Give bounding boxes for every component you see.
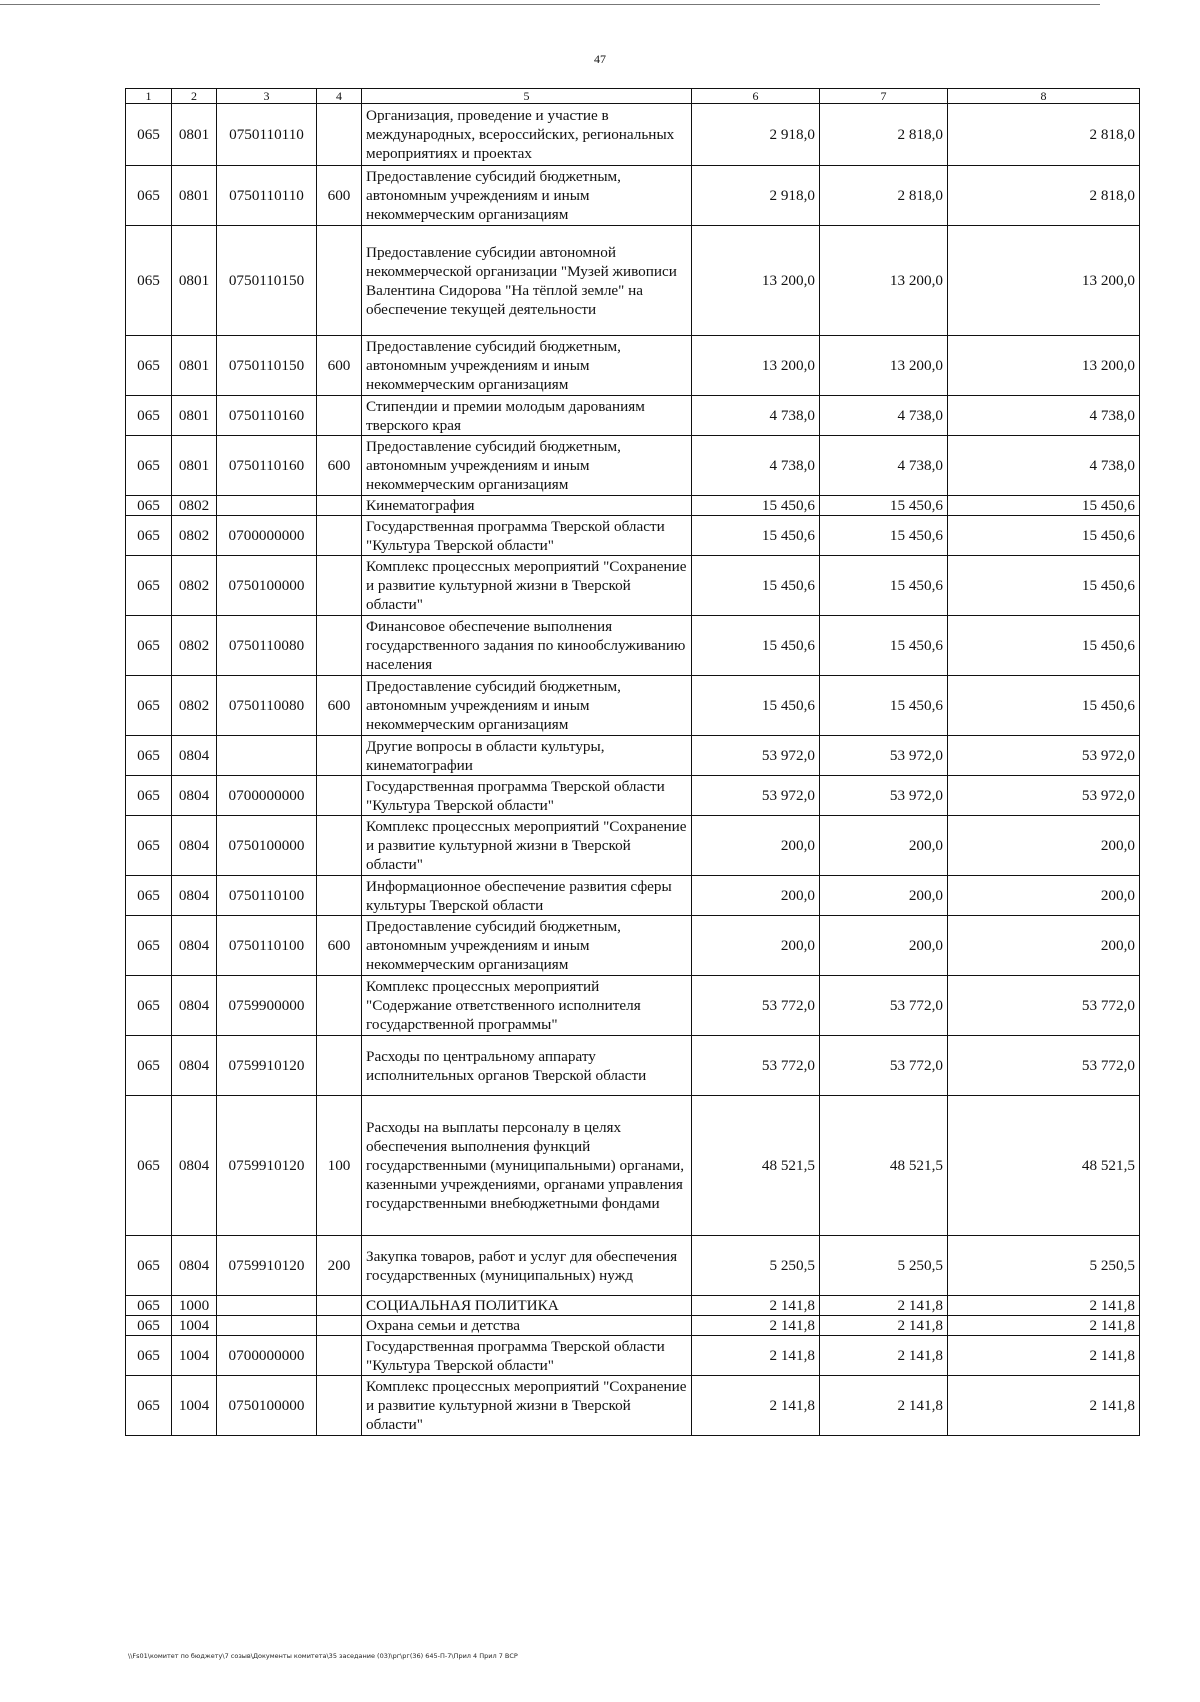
cell-ministry-code: 065 xyxy=(126,556,172,616)
cell-expense-type xyxy=(317,876,362,916)
table-row xyxy=(126,616,1140,676)
cell-amount-2: 2 818,0 xyxy=(820,166,948,226)
cell-ministry-code: 065 xyxy=(126,736,172,776)
cell-amount-2: 2 141,8 xyxy=(820,1296,948,1316)
table-row xyxy=(126,1036,1140,1096)
cell-amount-1: 2 141,8 xyxy=(692,1316,820,1336)
cell-amount-3: 2 141,8 xyxy=(948,1336,1140,1376)
cell-section-code: 1000 xyxy=(172,1296,217,1316)
cell-amount-2: 2 141,8 xyxy=(820,1316,948,1336)
cell-amount-1: 200,0 xyxy=(692,876,820,916)
cell-ministry-code: 065 xyxy=(126,496,172,516)
cell-amount-3: 200,0 xyxy=(948,876,1140,916)
cell-amount-1: 15 450,6 xyxy=(692,556,820,616)
cell-target-article: 0750110110 xyxy=(217,104,317,166)
cell-section-code: 1004 xyxy=(172,1336,217,1376)
cell-amount-2: 48 521,5 xyxy=(820,1096,948,1236)
cell-ministry-code: 065 xyxy=(126,1376,172,1436)
cell-target-article: 0700000000 xyxy=(217,776,317,816)
cell-target-article: 0750110160 xyxy=(217,436,317,496)
cell-ministry-code: 065 xyxy=(126,1336,172,1376)
cell-section-code: 0804 xyxy=(172,1036,217,1096)
table-row xyxy=(126,104,1140,166)
cell-amount-3: 200,0 xyxy=(948,916,1140,976)
table-row xyxy=(126,496,1140,516)
cell-expense-type xyxy=(317,516,362,556)
table-row xyxy=(126,1236,1140,1296)
cell-amount-2: 15 450,6 xyxy=(820,676,948,736)
cell-target-article: 0750100000 xyxy=(217,1376,317,1436)
cell-expense-type xyxy=(317,776,362,816)
cell-amount-1: 15 450,6 xyxy=(692,496,820,516)
cell-expense-type: 100 xyxy=(317,1096,362,1236)
cell-ministry-code: 065 xyxy=(126,776,172,816)
cell-amount-1: 200,0 xyxy=(692,816,820,876)
cell-amount-2: 2 818,0 xyxy=(820,104,948,166)
cell-amount-2: 15 450,6 xyxy=(820,496,948,516)
cell-amount-1: 5 250,5 xyxy=(692,1236,820,1296)
table-row xyxy=(126,516,1140,556)
cell-expense-type xyxy=(317,556,362,616)
cell-ministry-code: 065 xyxy=(126,396,172,436)
cell-amount-3: 48 521,5 xyxy=(948,1096,1140,1236)
cell-amount-1: 2 141,8 xyxy=(692,1296,820,1316)
table-row xyxy=(126,976,1140,1036)
cell-target-article: 0759910120 xyxy=(217,1236,317,1296)
cell-amount-3: 53 772,0 xyxy=(948,1036,1140,1096)
cell-expense-type xyxy=(317,496,362,516)
cell-expense-type: 600 xyxy=(317,336,362,396)
cell-amount-2: 200,0 xyxy=(820,876,948,916)
cell-amount-2: 15 450,6 xyxy=(820,516,948,556)
cell-expense-type xyxy=(317,616,362,676)
cell-description: Организация, проведение и участие в международных, всероссийских, региональных мероприятиях и проектах xyxy=(362,104,692,166)
cell-expense-type xyxy=(317,736,362,776)
cell-target-article: 0750110150 xyxy=(217,226,317,336)
table-row xyxy=(126,776,1140,816)
cell-section-code: 0804 xyxy=(172,776,217,816)
cell-ministry-code: 065 xyxy=(126,436,172,496)
cell-description: Комплекс процессных мероприятий "Сохранение и развитие культурной жизни в Тверской области" xyxy=(362,556,692,616)
cell-amount-3: 2 818,0 xyxy=(948,166,1140,226)
cell-amount-3: 13 200,0 xyxy=(948,336,1140,396)
cell-ministry-code: 065 xyxy=(126,1296,172,1316)
cell-amount-3: 4 738,0 xyxy=(948,396,1140,436)
cell-description: Комплекс процессных мероприятий "Сохранение и развитие культурной жизни в Тверской области" xyxy=(362,1376,692,1436)
cell-description: Предоставление субсидий бюджетным, автономным учреждениям и иным некоммерческим организациям xyxy=(362,166,692,226)
cell-target-article: 0750110080 xyxy=(217,616,317,676)
cell-ministry-code: 065 xyxy=(126,336,172,396)
cell-amount-2: 4 738,0 xyxy=(820,436,948,496)
cell-expense-type: 600 xyxy=(317,436,362,496)
cell-description: Государственная программа Тверской области "Культура Тверской области" xyxy=(362,516,692,556)
cell-expense-type xyxy=(317,976,362,1036)
cell-amount-3: 53 772,0 xyxy=(948,976,1140,1036)
cell-amount-3: 53 972,0 xyxy=(948,776,1140,816)
cell-target-article: 0759910120 xyxy=(217,1036,317,1096)
table-row xyxy=(126,816,1140,876)
cell-expense-type: 200 xyxy=(317,1236,362,1296)
cell-amount-3: 15 450,6 xyxy=(948,516,1140,556)
cell-section-code: 0802 xyxy=(172,676,217,736)
cell-amount-2: 2 141,8 xyxy=(820,1336,948,1376)
table-row xyxy=(126,336,1140,396)
table-row xyxy=(126,876,1140,916)
cell-amount-1: 2 141,8 xyxy=(692,1336,820,1376)
cell-expense-type: 600 xyxy=(317,916,362,976)
column-number-row xyxy=(126,89,1140,104)
cell-expense-type xyxy=(317,816,362,876)
cell-target-article: 0759910120 xyxy=(217,1096,317,1236)
header-col-5: 5 xyxy=(362,89,692,104)
cell-amount-2: 4 738,0 xyxy=(820,396,948,436)
table-row xyxy=(126,1296,1140,1316)
cell-section-code: 1004 xyxy=(172,1376,217,1436)
cell-amount-3: 2 141,8 xyxy=(948,1296,1140,1316)
cell-amount-1: 53 972,0 xyxy=(692,776,820,816)
header-col-3: 3 xyxy=(217,89,317,104)
table-row xyxy=(126,1096,1140,1236)
cell-amount-1: 4 738,0 xyxy=(692,436,820,496)
cell-amount-1: 53 972,0 xyxy=(692,736,820,776)
cell-section-code: 0802 xyxy=(172,616,217,676)
cell-amount-3: 15 450,6 xyxy=(948,616,1140,676)
cell-section-code: 0802 xyxy=(172,496,217,516)
header-col-4: 4 xyxy=(317,89,362,104)
cell-amount-3: 15 450,6 xyxy=(948,676,1140,736)
cell-amount-3: 200,0 xyxy=(948,816,1140,876)
cell-target-article xyxy=(217,1316,317,1336)
cell-expense-type xyxy=(317,1316,362,1336)
cell-amount-1: 53 772,0 xyxy=(692,976,820,1036)
cell-description: СОЦИАЛЬНАЯ ПОЛИТИКА xyxy=(362,1296,692,1316)
cell-section-code: 0804 xyxy=(172,976,217,1036)
cell-amount-3: 5 250,5 xyxy=(948,1236,1140,1296)
cell-ministry-code: 065 xyxy=(126,104,172,166)
cell-amount-3: 15 450,6 xyxy=(948,496,1140,516)
table-row xyxy=(126,436,1140,496)
cell-section-code: 0804 xyxy=(172,736,217,776)
cell-target-article: 0700000000 xyxy=(217,516,317,556)
cell-amount-2: 13 200,0 xyxy=(820,336,948,396)
table-row xyxy=(126,396,1140,436)
table-row xyxy=(126,676,1140,736)
cell-ministry-code: 065 xyxy=(126,226,172,336)
cell-amount-1: 48 521,5 xyxy=(692,1096,820,1236)
table-row xyxy=(126,166,1140,226)
cell-target-article: 0700000000 xyxy=(217,1336,317,1376)
cell-description: Предоставление субсидии автономной некоммерческой организации "Музей живописи Валентина Сидорова "На тёплой земле" на обеспечение текущей деятельности xyxy=(362,226,692,336)
cell-amount-1: 4 738,0 xyxy=(692,396,820,436)
cell-amount-2: 53 972,0 xyxy=(820,736,948,776)
cell-description: Кинематография xyxy=(362,496,692,516)
cell-section-code: 0804 xyxy=(172,816,217,876)
table-row xyxy=(126,1316,1140,1336)
cell-amount-3: 2 818,0 xyxy=(948,104,1140,166)
cell-amount-2: 5 250,5 xyxy=(820,1236,948,1296)
cell-description: Государственная программа Тверской области "Культура Тверской области" xyxy=(362,1336,692,1376)
cell-amount-2: 53 772,0 xyxy=(820,1036,948,1096)
cell-expense-type: 600 xyxy=(317,166,362,226)
cell-expense-type xyxy=(317,1296,362,1316)
cell-description: Комплекс процессных мероприятий "Содержание ответственного исполнителя государственной программы" xyxy=(362,976,692,1036)
cell-expense-type xyxy=(317,104,362,166)
cell-amount-3: 13 200,0 xyxy=(948,226,1140,336)
cell-section-code: 0801 xyxy=(172,104,217,166)
cell-ministry-code: 065 xyxy=(126,1036,172,1096)
cell-section-code: 0804 xyxy=(172,876,217,916)
header-col-2: 2 xyxy=(172,89,217,104)
cell-amount-1: 13 200,0 xyxy=(692,336,820,396)
header-col-7: 7 xyxy=(820,89,948,104)
cell-expense-type xyxy=(317,1036,362,1096)
footer-file-path: \\Fs01\комитет по бюджету\7 созыв\Документы комитета\35 заседание (03)\рг\рг(36) 645-П-7\Прил 4 Прил 7 ВСР xyxy=(128,1652,518,1660)
cell-amount-1: 15 450,6 xyxy=(692,516,820,556)
table-row xyxy=(126,1376,1140,1436)
cell-description: Расходы по центральному аппарату исполнительных органов Тверской области xyxy=(362,1036,692,1096)
cell-expense-type xyxy=(317,1376,362,1436)
cell-description: Информационное обеспечение развития сферы культуры Тверской области xyxy=(362,876,692,916)
header-col-1: 1 xyxy=(126,89,172,104)
cell-section-code: 0801 xyxy=(172,396,217,436)
cell-section-code: 0801 xyxy=(172,226,217,336)
cell-amount-1: 2 918,0 xyxy=(692,166,820,226)
cell-amount-2: 13 200,0 xyxy=(820,226,948,336)
cell-amount-3: 4 738,0 xyxy=(948,436,1140,496)
cell-section-code: 0801 xyxy=(172,336,217,396)
cell-section-code: 0801 xyxy=(172,436,217,496)
cell-target-article: 0750110100 xyxy=(217,876,317,916)
table-row xyxy=(126,556,1140,616)
cell-section-code: 0802 xyxy=(172,556,217,616)
cell-ministry-code: 065 xyxy=(126,516,172,556)
table-row xyxy=(126,736,1140,776)
cell-description: Комплекс процессных мероприятий "Сохранение и развитие культурной жизни в Тверской области" xyxy=(362,816,692,876)
cell-amount-2: 2 141,8 xyxy=(820,1376,948,1436)
cell-expense-type: 600 xyxy=(317,676,362,736)
cell-description: Охрана семьи и детства xyxy=(362,1316,692,1336)
table-row xyxy=(126,226,1140,336)
cell-amount-1: 2 918,0 xyxy=(692,104,820,166)
header-col-8: 8 xyxy=(948,89,1140,104)
cell-target-article xyxy=(217,496,317,516)
cell-target-article xyxy=(217,736,317,776)
cell-ministry-code: 065 xyxy=(126,1096,172,1236)
cell-description: Расходы на выплаты персоналу в целях обеспечения выполнения функций государственными (муниципальными) органами, казенными учреждениями, органами управления государственными внебюджетными фондами xyxy=(362,1096,692,1236)
cell-amount-2: 15 450,6 xyxy=(820,556,948,616)
cell-amount-1: 13 200,0 xyxy=(692,226,820,336)
cell-description: Предоставление субсидий бюджетным, автономным учреждениям и иным некоммерческим организациям xyxy=(362,436,692,496)
cell-amount-3: 2 141,8 xyxy=(948,1316,1140,1336)
cell-expense-type xyxy=(317,1336,362,1376)
cell-target-article: 0750110110 xyxy=(217,166,317,226)
header-col-6: 6 xyxy=(692,89,820,104)
cell-description: Предоставление субсидий бюджетным, автономным учреждениям и иным некоммерческим организациям xyxy=(362,916,692,976)
page-number: 47 xyxy=(594,52,606,66)
cell-ministry-code: 065 xyxy=(126,876,172,916)
cell-amount-2: 53 972,0 xyxy=(820,776,948,816)
cell-ministry-code: 065 xyxy=(126,676,172,736)
cell-amount-1: 15 450,6 xyxy=(692,676,820,736)
cell-description: Государственная программа Тверской области "Культура Тверской области" xyxy=(362,776,692,816)
cell-ministry-code: 065 xyxy=(126,816,172,876)
cell-amount-2: 15 450,6 xyxy=(820,616,948,676)
cell-section-code: 1004 xyxy=(172,1316,217,1336)
cell-amount-2: 200,0 xyxy=(820,916,948,976)
cell-description: Другие вопросы в области культуры, кинематографии xyxy=(362,736,692,776)
cell-section-code: 0804 xyxy=(172,1096,217,1236)
cell-ministry-code: 065 xyxy=(126,1236,172,1296)
cell-description: Стипендии и премии молодым дарованиям тверского края xyxy=(362,396,692,436)
cell-section-code: 0804 xyxy=(172,916,217,976)
cell-target-article: 0750110160 xyxy=(217,396,317,436)
cell-ministry-code: 065 xyxy=(126,616,172,676)
page-top-edge-line xyxy=(0,4,1100,5)
cell-target-article xyxy=(217,1296,317,1316)
cell-ministry-code: 065 xyxy=(126,1316,172,1336)
cell-ministry-code: 065 xyxy=(126,976,172,1036)
cell-amount-2: 200,0 xyxy=(820,816,948,876)
cell-amount-1: 15 450,6 xyxy=(692,616,820,676)
table-row xyxy=(126,1336,1140,1376)
cell-ministry-code: 065 xyxy=(126,916,172,976)
cell-amount-1: 2 141,8 xyxy=(692,1376,820,1436)
cell-description: Финансовое обеспечение выполнения государственного задания по кинообслуживанию населения xyxy=(362,616,692,676)
table-row xyxy=(126,916,1140,976)
cell-section-code: 0804 xyxy=(172,1236,217,1296)
cell-target-article: 0759900000 xyxy=(217,976,317,1036)
cell-target-article: 0750110100 xyxy=(217,916,317,976)
cell-target-article: 0750110150 xyxy=(217,336,317,396)
cell-target-article: 0750110080 xyxy=(217,676,317,736)
cell-description: Предоставление субсидий бюджетным, автономным учреждениям и иным некоммерческим организациям xyxy=(362,336,692,396)
cell-description: Закупка товаров, работ и услуг для обеспечения государственных (муниципальных) нужд xyxy=(362,1236,692,1296)
cell-amount-2: 53 772,0 xyxy=(820,976,948,1036)
cell-target-article: 0750100000 xyxy=(217,556,317,616)
cell-section-code: 0801 xyxy=(172,166,217,226)
cell-target-article: 0750100000 xyxy=(217,816,317,876)
cell-amount-3: 53 972,0 xyxy=(948,736,1140,776)
cell-amount-3: 15 450,6 xyxy=(948,556,1140,616)
budget-table xyxy=(125,88,1140,1436)
cell-description: Предоставление субсидий бюджетным, автономным учреждениям и иным некоммерческим организациям xyxy=(362,676,692,736)
cell-amount-1: 53 772,0 xyxy=(692,1036,820,1096)
cell-ministry-code: 065 xyxy=(126,166,172,226)
cell-section-code: 0802 xyxy=(172,516,217,556)
cell-expense-type xyxy=(317,226,362,336)
cell-expense-type xyxy=(317,396,362,436)
cell-amount-1: 200,0 xyxy=(692,916,820,976)
cell-amount-3: 2 141,8 xyxy=(948,1376,1140,1436)
